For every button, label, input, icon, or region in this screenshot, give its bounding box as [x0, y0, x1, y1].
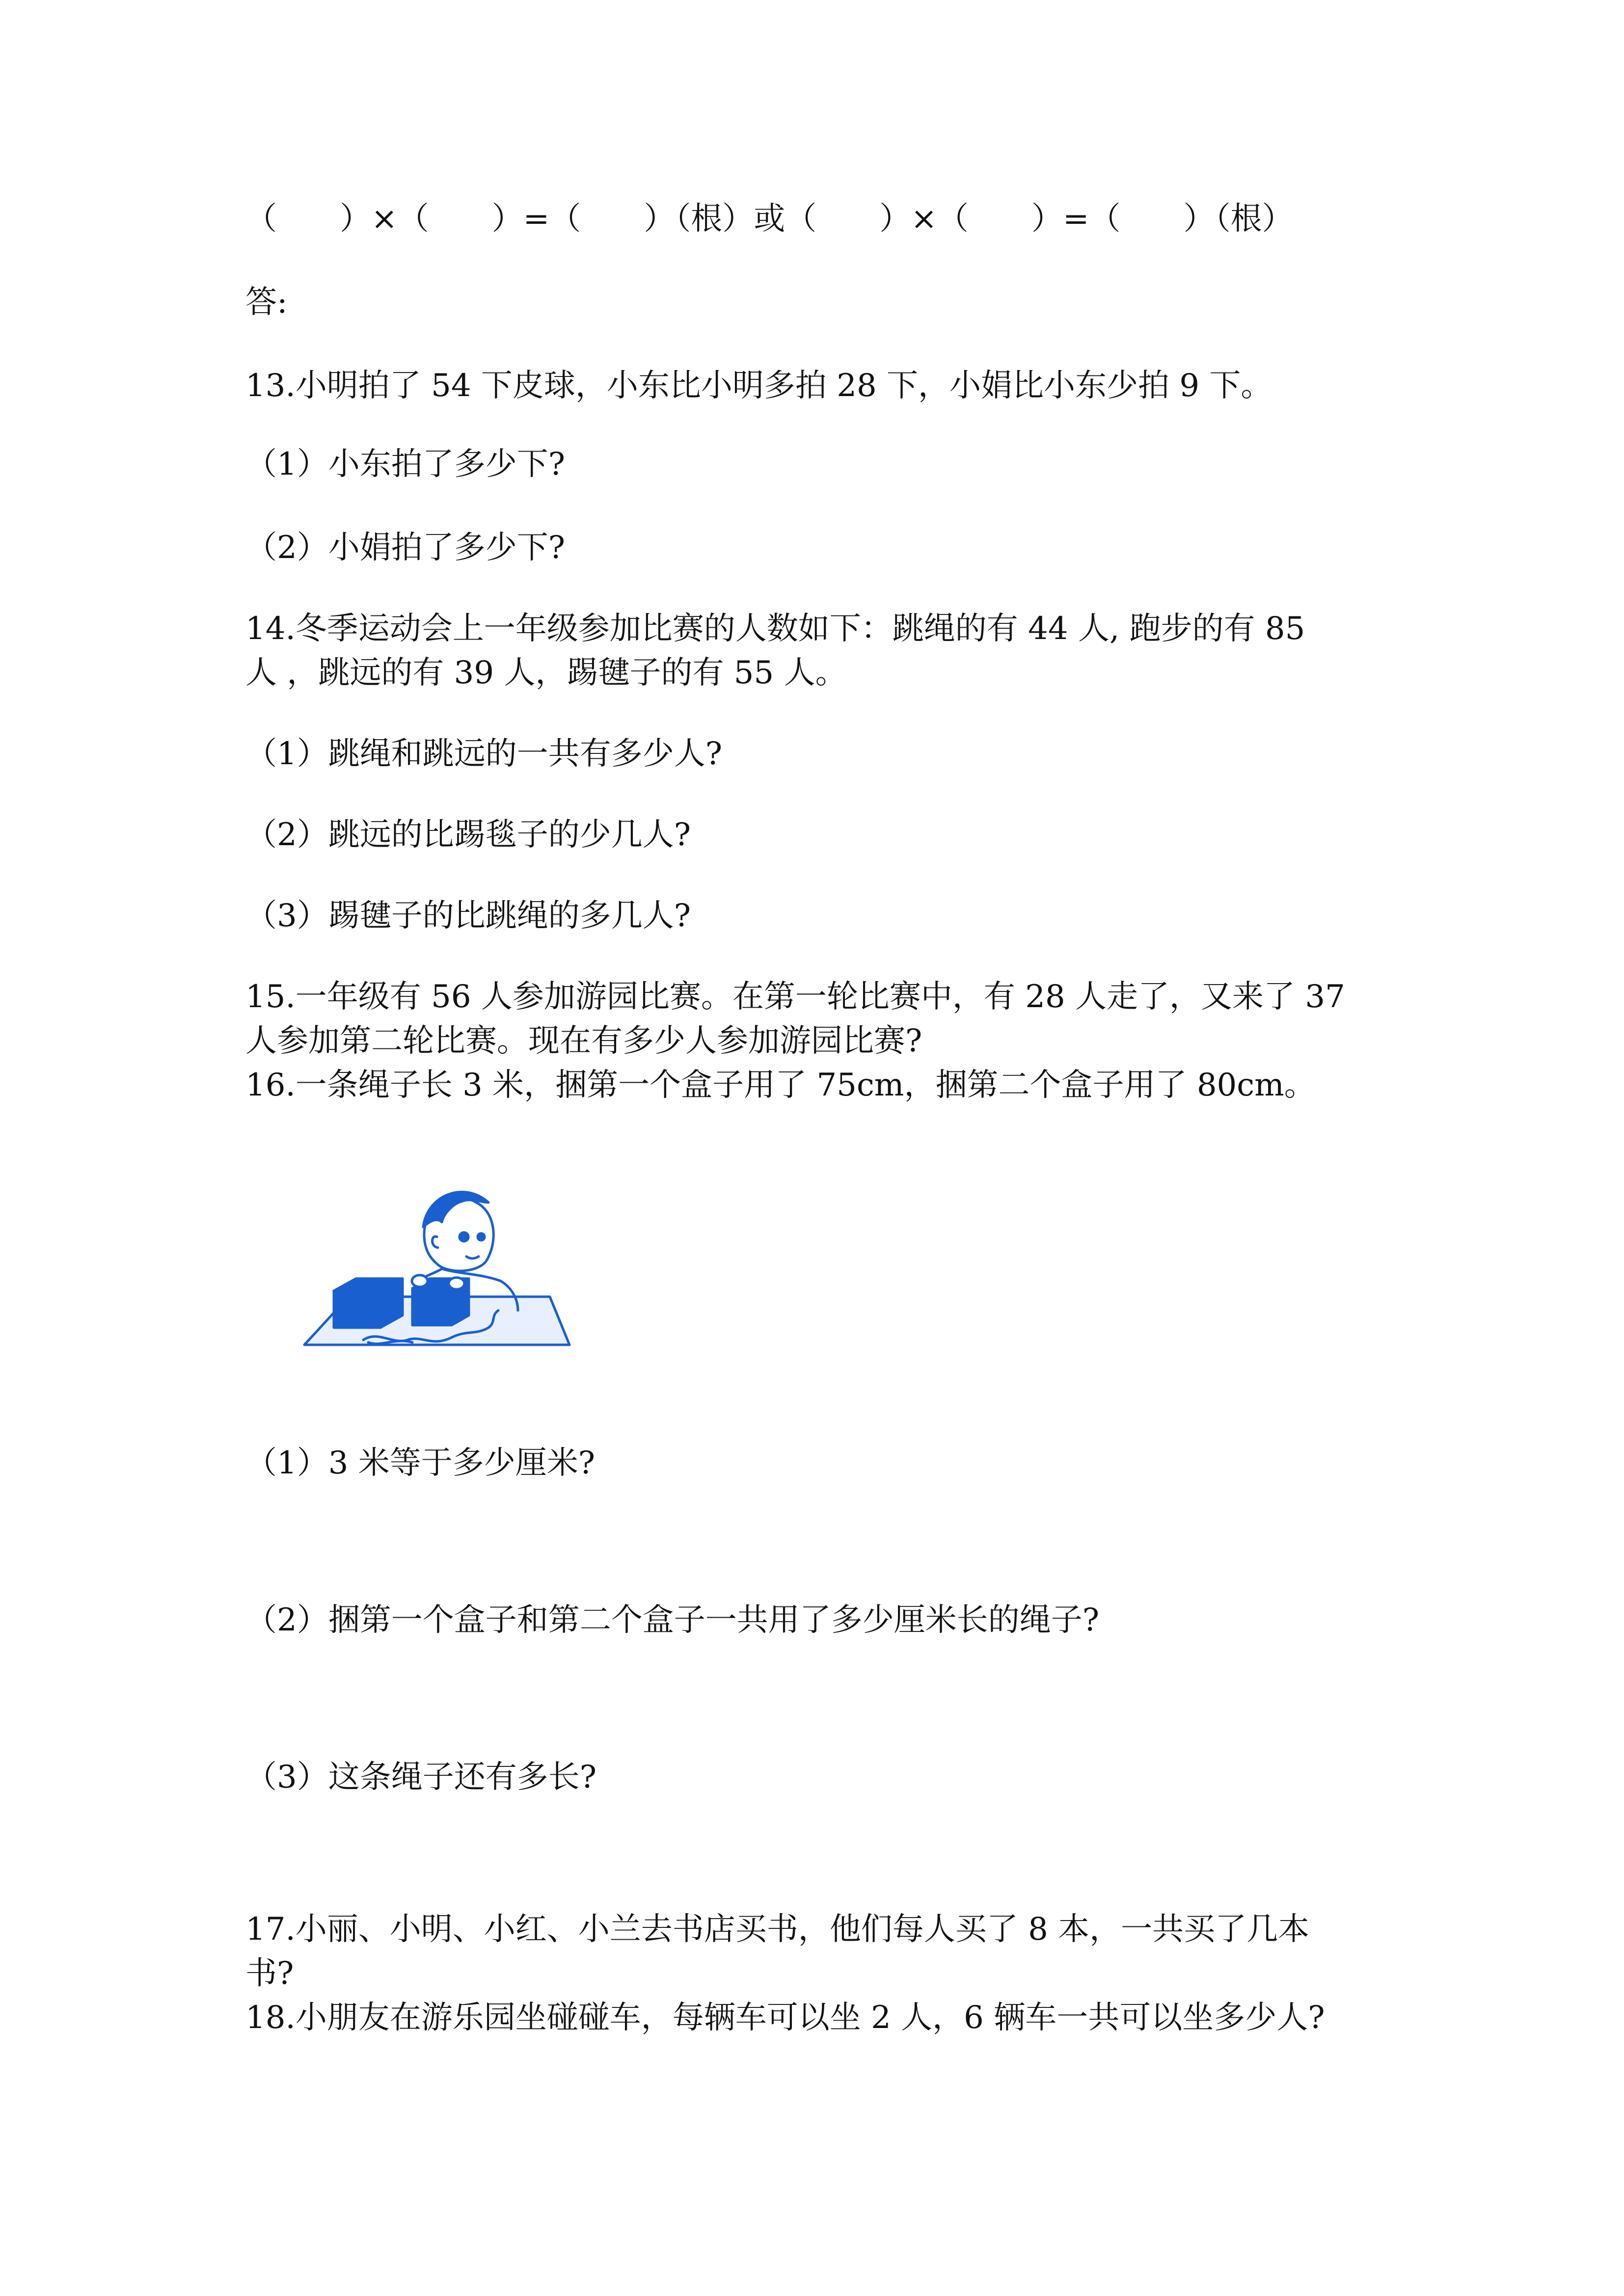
blank-equation-line: （ ）×（ ）=（ ）（根）或（ ）×（ ）=（ ）（根） — [245, 201, 1294, 237]
question-15-line-2: 人参加第二轮比赛。现在有多少人参加游园比赛? — [245, 1023, 922, 1059]
answer-label: 答: — [245, 284, 288, 320]
question-16: 16.一条绳子长 3 米，捆第一个盒子用了 75cm，捆第二个盒子用了 80cm。 — [245, 1067, 1316, 1103]
question-17-line-2: 书? — [245, 1955, 294, 1992]
question-18: 18.小朋友在游乐园坐碰碰车，每辆车可以坐 2 人，6 辆车一共可以坐多少人? — [245, 2000, 1325, 2036]
question-14-part-1: （1）跳绳和跳远的一共有多少人? — [245, 736, 723, 772]
question-16-part-1: （1）3 米等于多少厘米? — [245, 1445, 595, 1481]
question-14-line-2: 人 ，跳远的有 39 人，踢毽子的有 55 人。 — [245, 655, 847, 691]
question-13-part-1: （1）小东拍了多少下? — [245, 446, 566, 482]
question-13: 13.小明拍了 54 下皮球，小东比小明多拍 28 下，小娟比小东少拍 9 下。 — [245, 368, 1272, 404]
question-14-line-1: 14.冬季运动会上一年级参加比赛的人数如下：跳绳的有 44 人, 跑步的有 85 — [245, 611, 1305, 647]
question-14-part-2: （2）跳远的比踢毯子的少几人? — [245, 817, 691, 853]
question-16-part-2: （2）捆第一个盒子和第二个盒子一共用了多少厘米长的绳子? — [245, 1602, 1100, 1638]
question-17-line-1: 17.小丽、小明、小红、小兰去书店买书，他们每人买了 8 本，一共买了几本 — [245, 1911, 1310, 1948]
boy-tying-boxes-illustration — [295, 1168, 589, 1364]
question-14-part-3: （3）踢毽子的比跳绳的多几人? — [245, 898, 691, 934]
question-16-part-3: （3）这条绳子还有多长? — [245, 1759, 597, 1795]
question-13-part-2: （2）小娟拍了多少下? — [245, 530, 566, 566]
question-15-line-1: 15.一年级有 56 人参加游园比赛。在第一轮比赛中，有 28 人走了，又来了 37 — [245, 979, 1345, 1015]
